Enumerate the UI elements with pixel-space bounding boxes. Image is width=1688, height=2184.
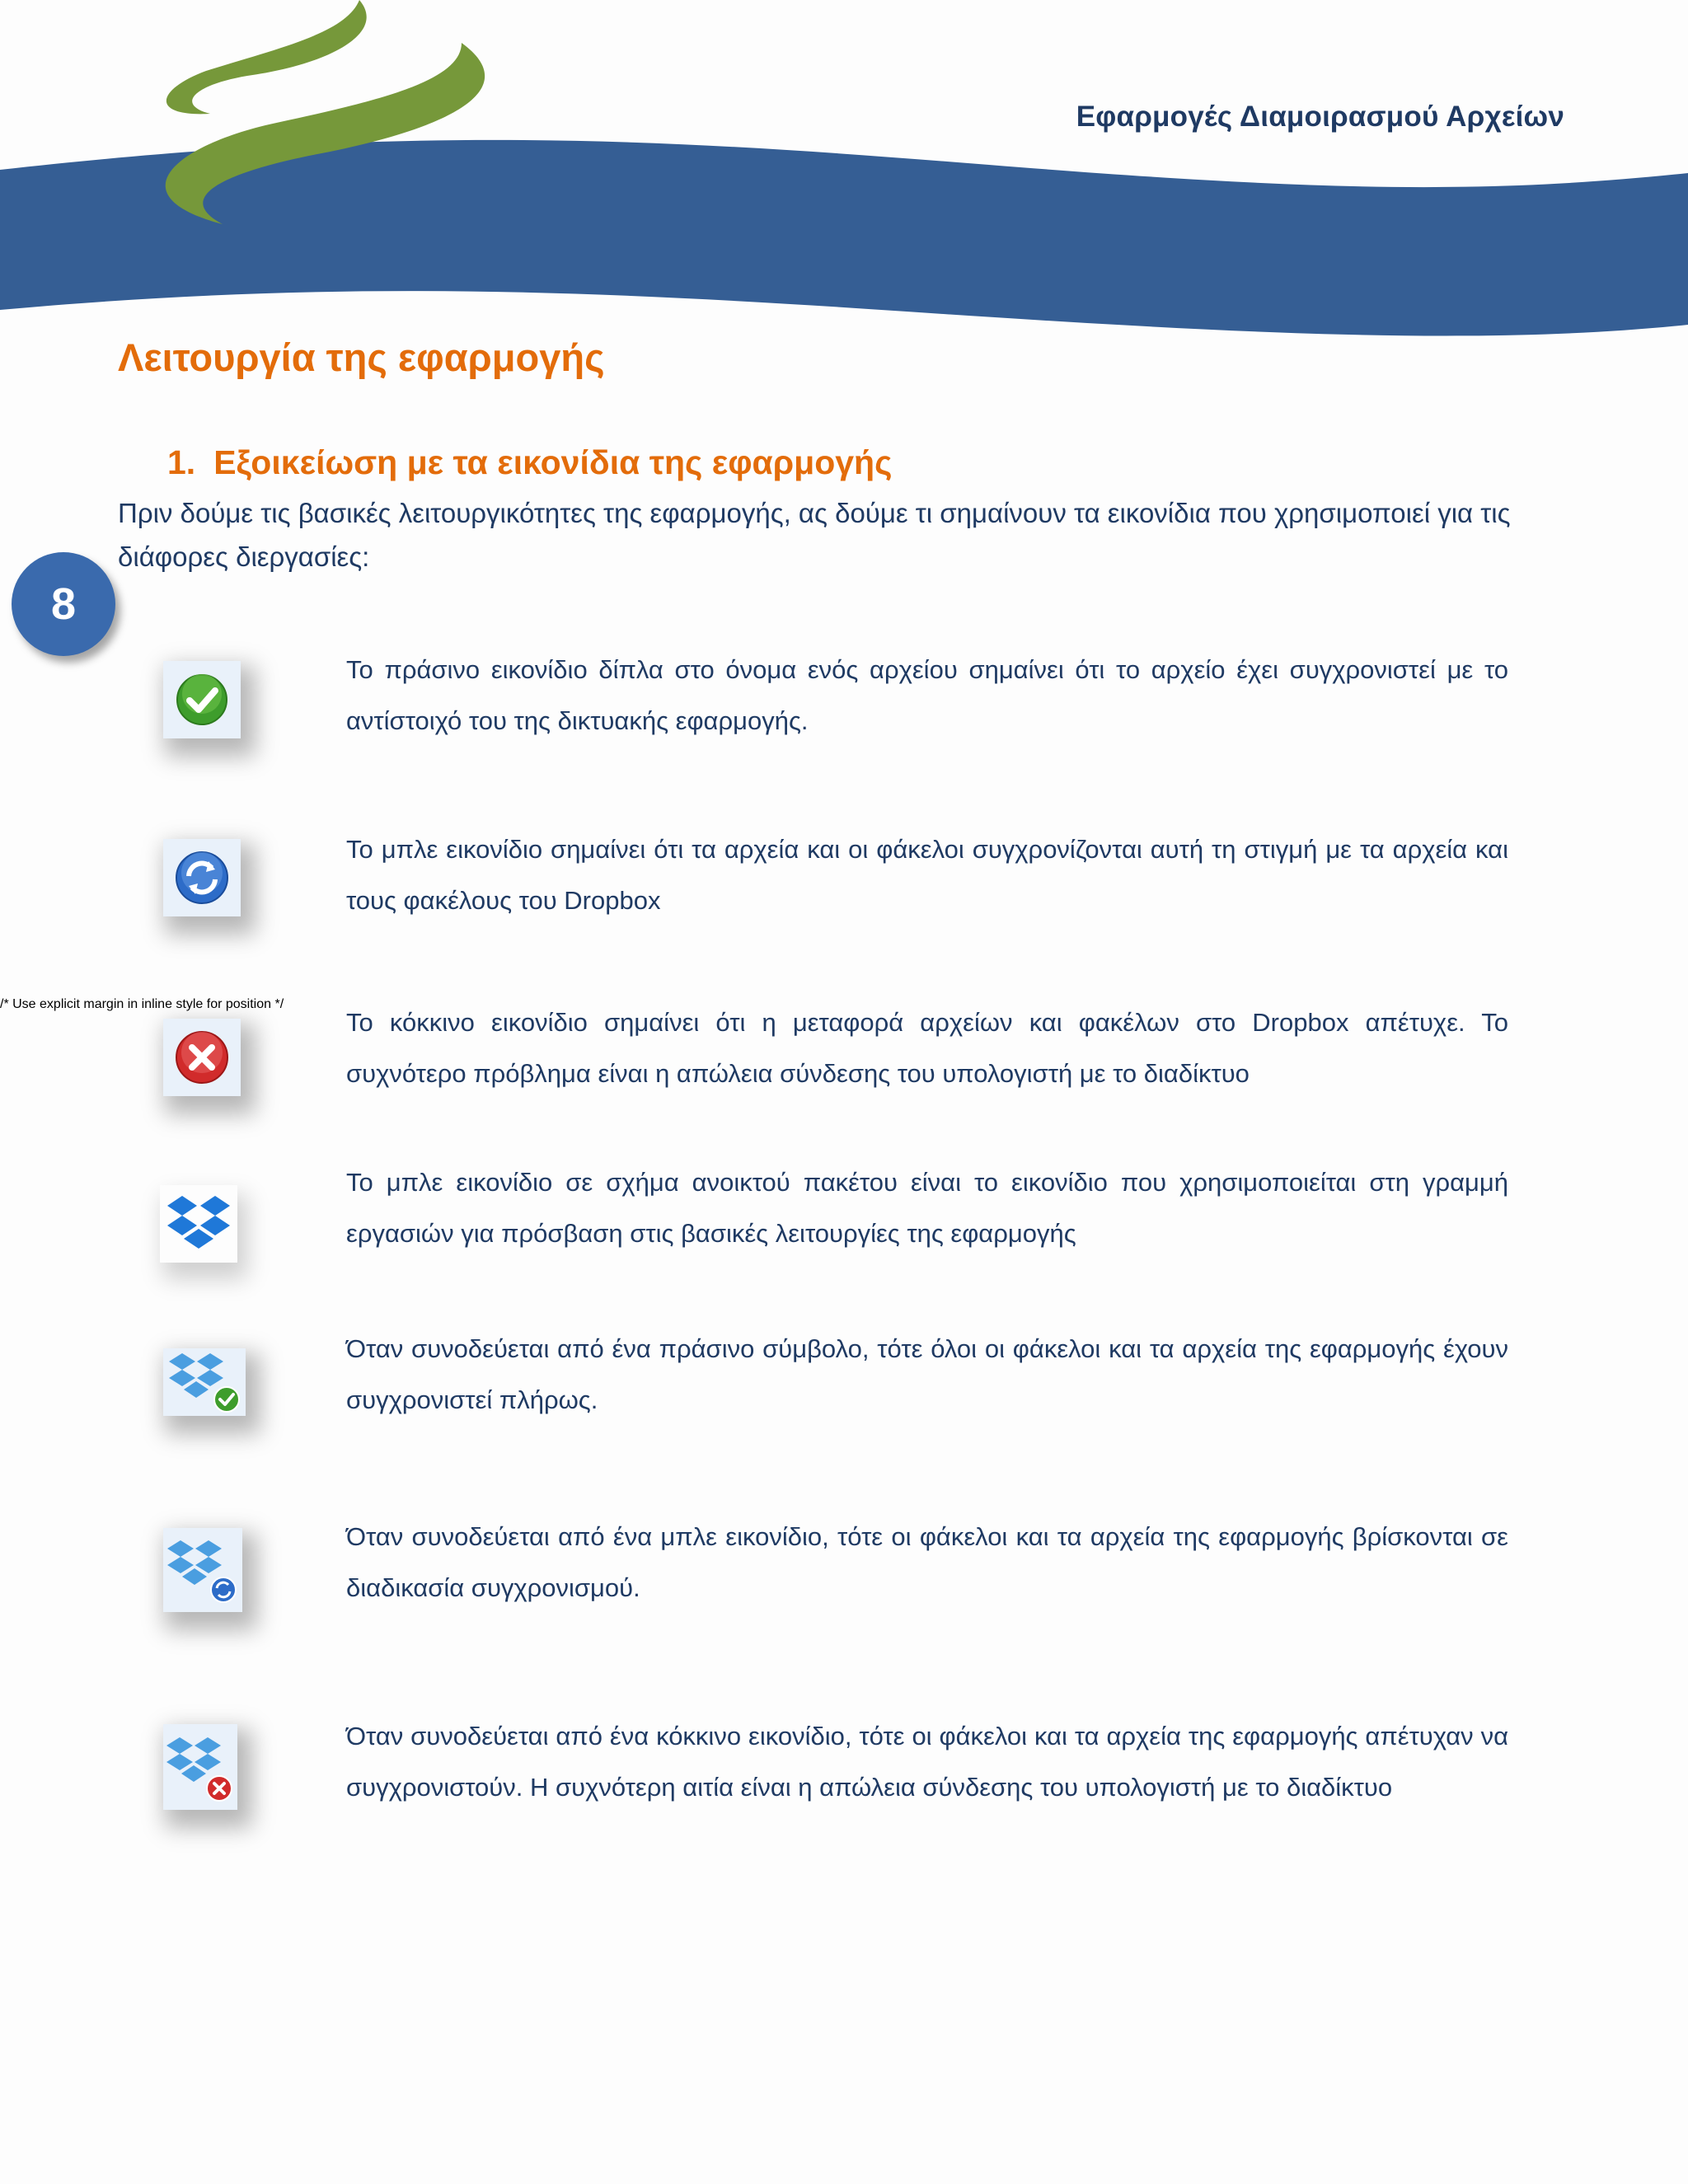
item-text: Το μπλε εικονίδιο σημαίνει ότι τα αρχεία και οι φάκελοι συγχρονίζονται αυτή τη στιγμή με τα αρχεία και τους φακέλους του Dropbox: [346, 835, 1508, 915]
item-text: Το μπλε εικονίδιο σε σχήμα ανοικτού πακέτου είναι το εικονίδιο που χρησιμοποιείται στη γραμμή εργασιών για πρόσβαση στις βασικές λειτουργίες της εφαρμογής: [346, 1168, 1508, 1248]
subsection-title: [167, 443, 892, 482]
dropbox-synced-icon: [163, 1348, 246, 1416]
item-text: Όταν συνοδεύεται από ένα πράσινο σύμβολο, τότε όλοι οι φάκελοι και τα αρχεία της εφαρμογής έχουν συγχρονιστεί πλήρως.: [346, 1334, 1508, 1414]
subsection-title-text: Εξοικείωση με τα εικονίδια της εφαρμογής: [213, 443, 893, 481]
section-title: Λειτουργία της εφαρμογής: [118, 335, 605, 379]
dropbox-icon: [160, 1185, 237, 1263]
page-number-badge: 8: [12, 552, 115, 656]
header-swirl-top: [166, 0, 367, 114]
dropbox-syncing-icon: [163, 1528, 242, 1612]
item-text: Το κόκκινο εικονίδιο σημαίνει ότι η μεταφορά αρχείων και φακέλων στο Dropbox απέτυχε. Το συχνότερο πρόβλημα είναι η απώλεια σύνδεσης του υπολογιστή με το διαδίκτυο: [346, 1008, 1508, 1088]
icon-description-item: /* Use explicit margin in inline style for position */ Το κόκκινο εικονίδιο σημαίνει ότι η μεταφορά αρχείων και φακέλων στο Dropbox απέτυχε. Το συχνότερο πρόβλημα είναι η απώλεια σύνδεσης του υπολογιστή με το διαδίκτυο: [0, 997, 1688, 1012]
red-x-icon: [163, 1019, 241, 1096]
dropbox-error-icon: [163, 1724, 237, 1810]
header-banner: [0, 0, 1688, 346]
intro-paragraph: Πριν δούμε τις βασικές λειτουργικότητες της εφαρμογής, ας δούμε τι σημαίνουν τα εικονίδια που χρησιμοποιεί για τις διάφορες διεργασίες:: [118, 498, 1511, 572]
header-title: Εφαρμογές Διαμοιρασμού Αρχείων: [1076, 101, 1564, 133]
item-text: Όταν συνοδεύεται από ένα κόκκινο εικονίδιο, τότε οι φάκελοι και τα αρχεία της εφαρμογής απέτυχαν να συγχρονιστούν. Η συχνότερη αιτία είναι η απώλεια σύνδεσης του υπολογιστή με το διαδίκτυο: [346, 1722, 1508, 1802]
item-text: Όταν συνοδεύεται από ένα μπλε εικονίδιο, τότε οι φάκελοι και τα αρχεία της εφαρμογής βρίσκονται σε διαδικασία συγχρονισμού.: [346, 1522, 1508, 1602]
item-text: Το πράσινο εικονίδιο δίπλα στο όνομα ενός αρχείου σημαίνει ότι το αρχείο έχει συγχρονιστεί με το αντίστοιχό του της δικτυακής εφαρμογής.: [346, 655, 1508, 735]
subsection-number: 1.: [167, 443, 196, 481]
blue-sync-icon: [163, 839, 241, 916]
green-check-icon: [163, 661, 241, 738]
